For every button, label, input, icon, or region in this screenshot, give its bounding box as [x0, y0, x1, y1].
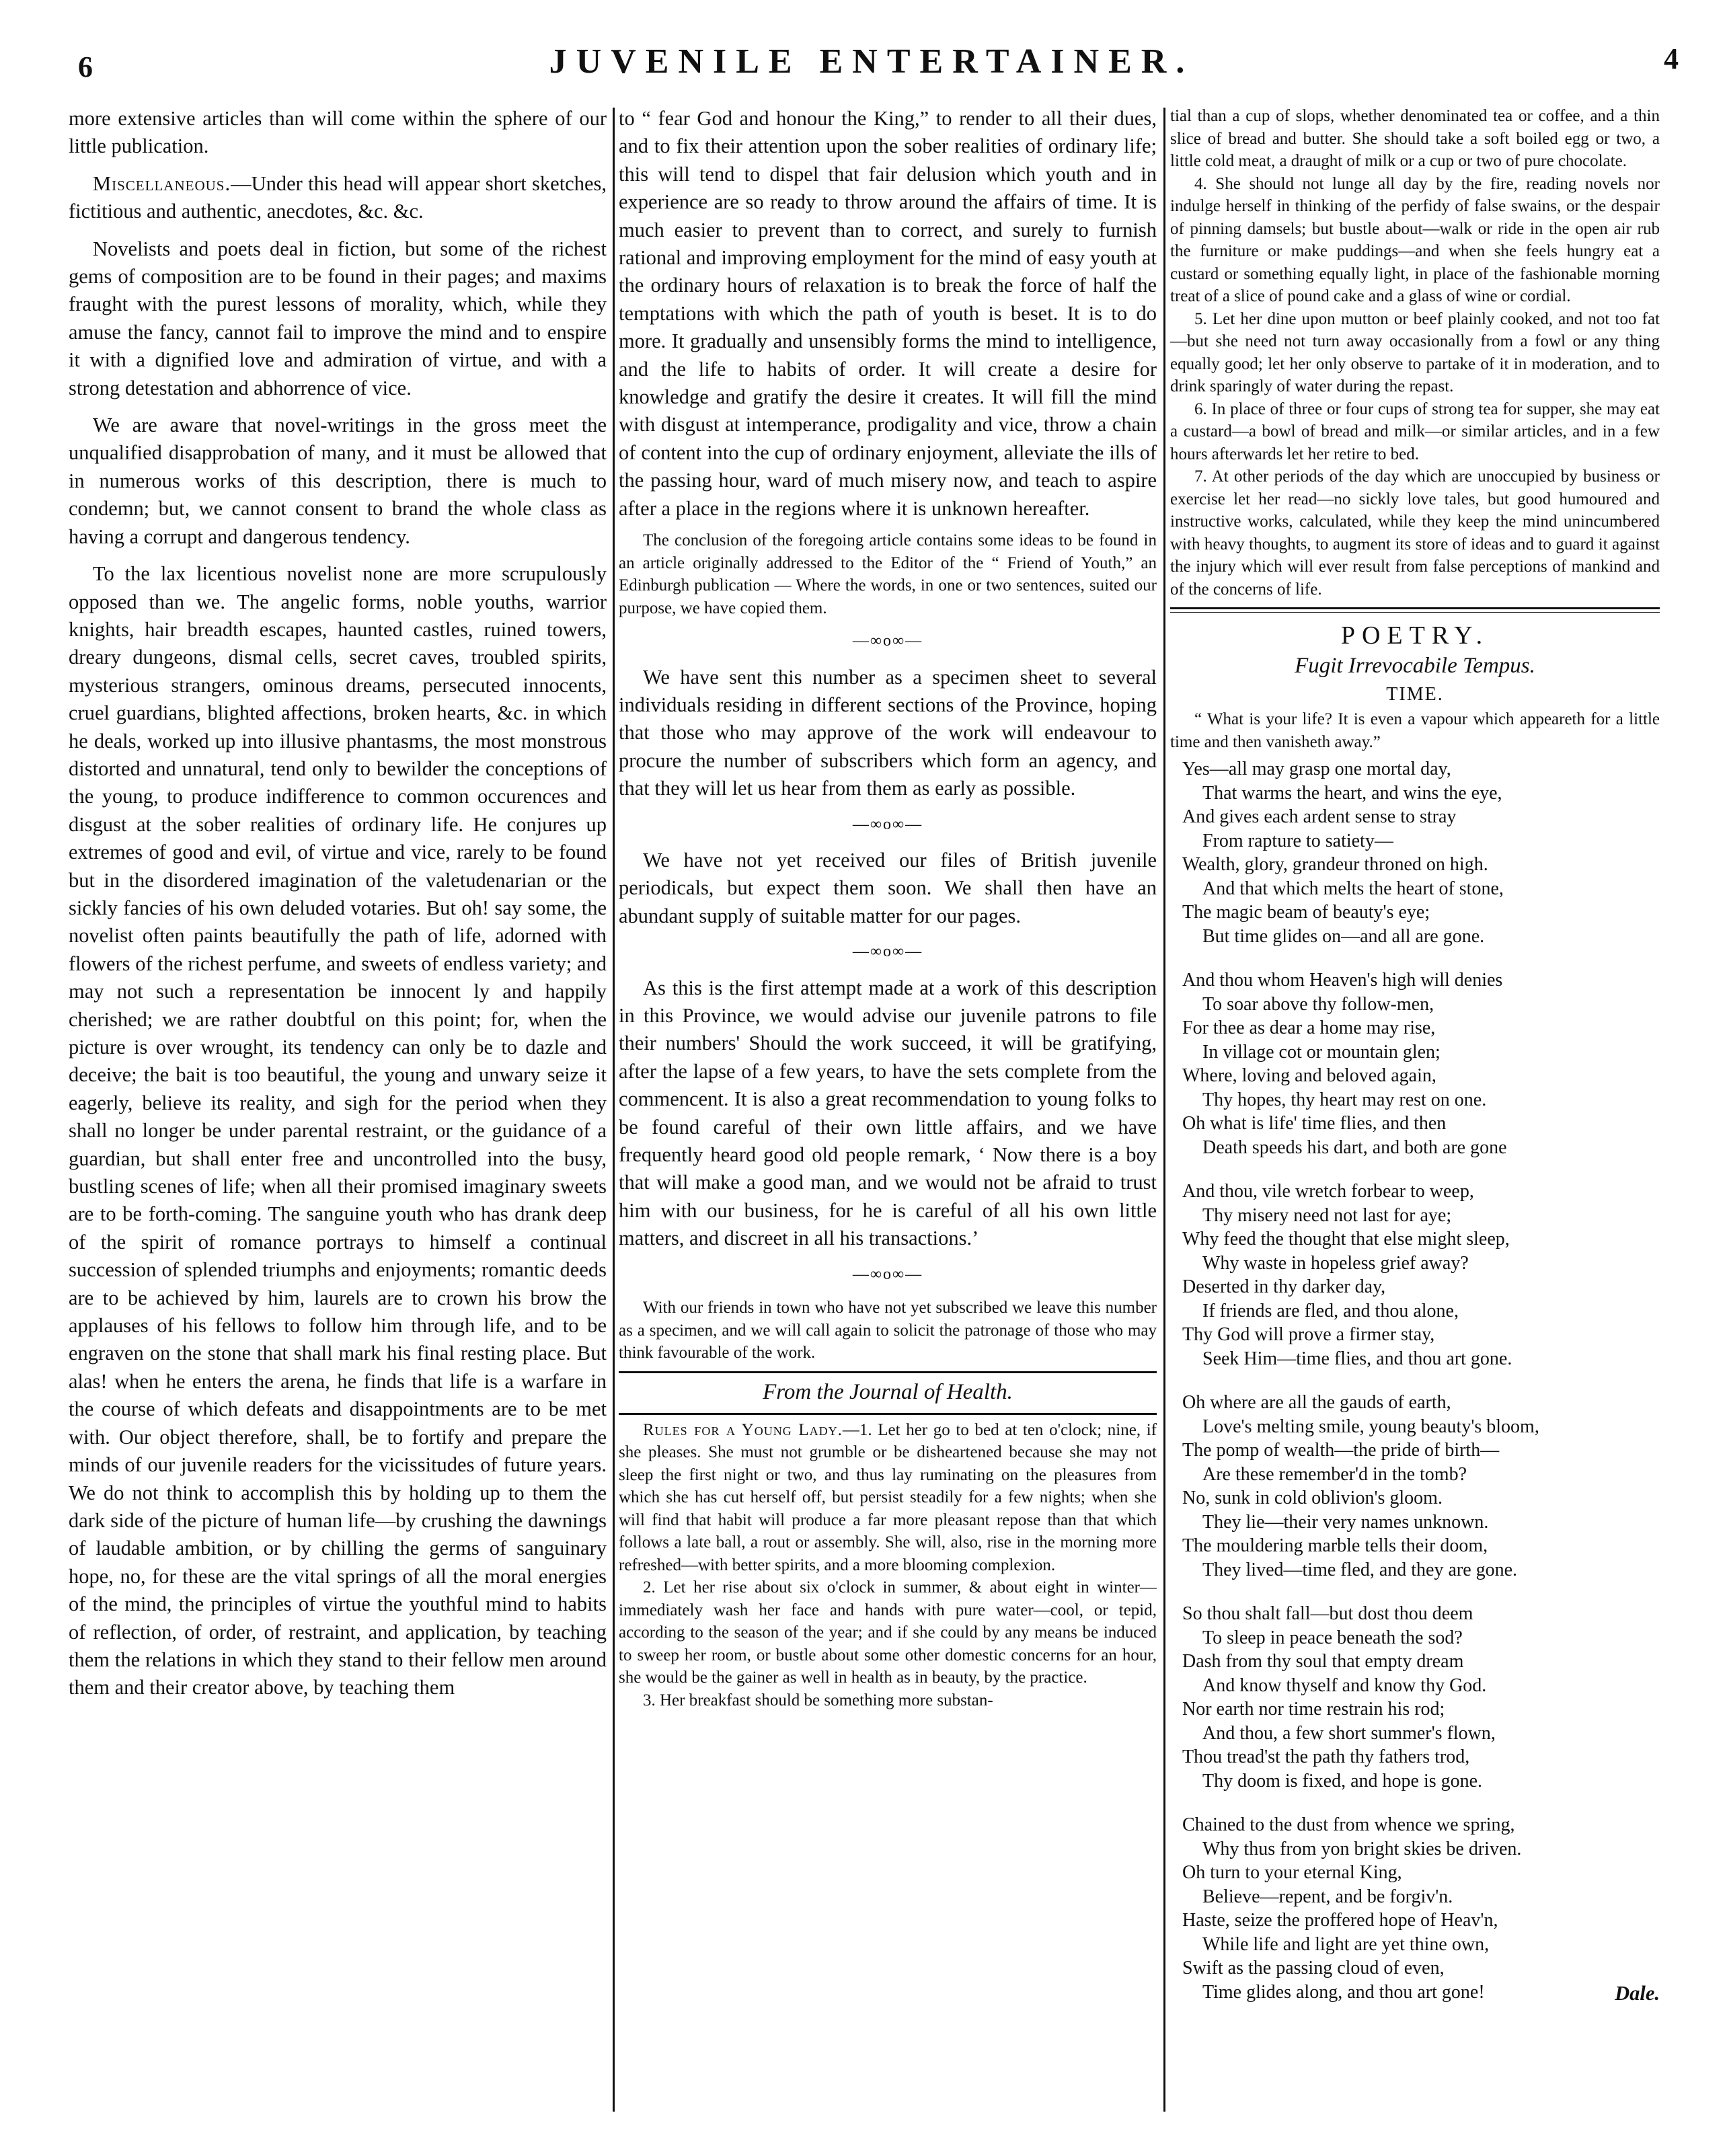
- verse-line: Oh where are all the gauds of earth,: [1182, 1392, 1451, 1414]
- paragraph: 7. At other periods of the day which are unoccupied by business or exercise let her read—no sickly love tales, but good humoured and instructive works, calculated, while they keep the mind unincumbered with heavy thoughts, to augment its store of ideas and to guard it against the injury which will ever result from false perceptions of mankind and of the concerns of life.: [1170, 467, 1660, 599]
- verse-line: They lie—their very names unknown.: [1202, 1511, 1489, 1533]
- column-1: [69, 105, 607, 2116]
- paragraph: 3. Her breakfast should be something more substan-: [643, 1691, 993, 1709]
- section-rule: [619, 1413, 1157, 1415]
- verse-line: Why waste in hopeless grief away?: [1202, 1252, 1469, 1274]
- verse-line: Believe—repent, and be forgiv'n.: [1202, 1886, 1453, 1907]
- verse-line: Dash from thy soul that empty dream: [1182, 1651, 1464, 1672]
- paragraph-text: —1. Let her go to bed at ten o'clock; nine, if she pleases. She must not grumble or be disheartened because she may not sleep the first night or two, and thus lay ruminating on the pleasures from which she has cut herself off, but persist steadily for a few nights; when she will find that habit will produce a far more pleasant repose than that which follows a late ball, a rout or assembly. She will, also, rise in the morning more refreshed—with better spirits, and a more blooming complexion.: [619, 1420, 1157, 1574]
- verse-line: The magic beam of beauty's eye;: [1182, 902, 1430, 923]
- verse-line: Where, loving and beloved again,: [1182, 1065, 1436, 1087]
- verse-line: Are these remember'd in the tomb?: [1202, 1463, 1467, 1485]
- column-divider-1: [613, 108, 615, 2112]
- verse-line: Haste, seize the proffered hope of Heav'n,: [1182, 1910, 1498, 1931]
- verse-line: Thy hopes, thy heart may rest on one.: [1202, 1089, 1487, 1110]
- page-number-right: 4: [1664, 42, 1679, 75]
- paragraph: To the lax licentious novelist none are more scrupulously opposed than we. The angelic forms, noble youths, warrior knights, hair breadth escapes, haunted castles, ruined towers, dreary dungeons, dismal cells, secret caves, troubled spirits, mysterious strangers, ominous dreams, persecuted innocents, cruel guardians, blighted affections, broken hearts, &c. in which he deals, worked up into illusive phantasms, the most monstrous distorted and unnatural, tend only to bewilder the conceptions of the young, to produce indifference to common occurences and disgust at the sober realities of ordinary life. He conjures up extremes of good and evil, of virtue and vice, rarely to be found but in the disordered imagination of the valetudenarian or the sickly fancies of his own deluded votaries. But oh! say some, the novelist often paints beautifully the path of life, adorned with flowers of the richest perfume, and sweets of endless variety; and may not such a representation be innocent ly and happily cherished; we are rather doubtful on this point; for, when the picture is over wrought, its tendency can only be to dazle and deceive; the bait is too beautiful, the young and unwary seize it eagerly, believe its reality, and sigh for the period when they shall no longer be under parental restraint, or the guidance of a guardian, but shall enter free and uncontrolled into the busy, bustling scenes of life; when all their promised imaginary sweets are to be forth-coming. The sanguine youth who has drank deep of the spirit of romance portrays to himself a continual succession of splended triumphs and enjoyments; romantic deeds are to be achieved by him, laurels are to crown his brow the applauses of his fellows to follow him through life, and to be engraven on the stone that shall mark his final resting place. But alas! when he enters the arena, he finds that life is a warfare in the course of which defeats and disappointments are to be met with. Our object therefore, shall, be to fortify and prepare the minds of our juvenile readers for the vicissitudes of future years. We do not think to accomplish this by holding up to them the dark side of the picture of human life—by crushing the dawnings of laudable ambition, or by chilling the germs of sanguinary hope, no, for these are the vital springs of all the moral energies of the mind, the principles of virtue the youthful mind to habits of reflection, of order, of restraint, and application, by teaching them the relations in which they stand to their fellow men around them and their creator above, by teaching them: [69, 562, 607, 1699]
- verse-line: That warms the heart, and wins the eye,: [1202, 782, 1502, 804]
- verse-line: Chained to the dust from whence we spring,: [1182, 1814, 1515, 1836]
- paragraph: We have sent this number as a specimen sheet to several individuals residing in different sections of the Province, hoping that those who may approve of the work will endeavour to procure the number of subscribers which form an agency, and that they will let us hear from them as early as possible.: [619, 665, 1157, 800]
- verse-line: Why thus from yon bright skies be driven.: [1202, 1838, 1522, 1859]
- verse-line: Thy doom is fixed, and hope is gone.: [1202, 1770, 1483, 1792]
- verse-line: Thy misery need not last for aye;: [1202, 1204, 1452, 1226]
- paragraph: 6. In place of three or four cups of strong tea for supper, she may eat a custard—a bowl of bread and milk—or similar articles, and in a few hours afterwards let her retire to bed.: [1170, 399, 1660, 463]
- section-lead: Miscellaneous.: [93, 171, 231, 195]
- stanza: [1170, 757, 1660, 948]
- verse-line: Thy God will prove a firmer stay,: [1182, 1324, 1435, 1346]
- verse-line: And gives each ardent sense to stray: [1182, 806, 1457, 828]
- verse-line: And that which melts the heart of stone,: [1202, 878, 1504, 899]
- page-header: [65, 38, 1679, 98]
- paragraph: [619, 1419, 1157, 1577]
- stanza: [1170, 1391, 1660, 1582]
- paragraph: We are aware that novel-writings in the gross meet the unqualified disapprobation of many, and it must be allowed that in numerous works of this description, there is much to condemn; but, we cannot consent to brand the whole class as having a corrupt and dangerous tendency.: [69, 414, 607, 548]
- verse-line: Why feed the thought that else might sleep,: [1182, 1229, 1510, 1250]
- verse-line: And thou whom Heaven's high will denies: [1182, 970, 1503, 991]
- poem-subtitle: TIME.: [1386, 683, 1444, 705]
- paragraph: tial than a cup of slops, whether denominated tea or coffee, and a thin slice of bread and butter. She should take a soft boiled egg or two, a little cold meat, a draught of milk or a cup or two of pure chocolate.: [1170, 107, 1660, 170]
- verse-line: Swift as the passing cloud of even,: [1182, 1958, 1445, 1979]
- verse-line: To sleep in peace beneath the sod?: [1202, 1627, 1463, 1648]
- verse-line: No, sunk in cold oblivion's gloom.: [1182, 1488, 1443, 1509]
- paragraph: 2. Let her rise about six o'clock in summer, & about eight in winter—immediately wash her face and hands with pure water—cool, or tepid, according to the season of the year; and if she could by any means be induced to sweep her room, or bustle about some other domestic concerns for an hour, she would be the gainer as well in health as in beauty, by the practice.: [619, 1578, 1157, 1687]
- ornament-separator: —∞o∞—: [852, 943, 923, 961]
- ornament-separator: —∞o∞—: [852, 815, 923, 833]
- verse-line: If friends are fled, and thou alone,: [1202, 1300, 1459, 1321]
- verse-line: Oh what is life' time flies, and then: [1182, 1113, 1447, 1134]
- column-divider-2: [1163, 108, 1165, 2112]
- verse-line: Oh turn to your eternal King,: [1182, 1862, 1402, 1884]
- paragraph: With our friends in town who have not yet subscribed we leave this number as a specimen, and we will call again to solicit the patronage of those who may think favourable of the work.: [619, 1299, 1157, 1362]
- column-3: [1170, 105, 1660, 2116]
- poem-title: Fugit Irrevocabile Tempus.: [1295, 654, 1535, 679]
- verse-line: And know thyself and know thy God.: [1202, 1674, 1487, 1696]
- verse-line: In village cot or mountain glen;: [1202, 1041, 1441, 1063]
- stanza: [1170, 1602, 1660, 1793]
- poem-epigraph: “ What is your life? It is even a vapour which appeareth for a little time and then vanisheth away.”: [1170, 710, 1660, 751]
- verse-line: Wealth, glory, grandeur throned on high.: [1182, 854, 1488, 876]
- paragraph: more extensive articles than will come within the sphere of our little publication.: [69, 107, 607, 158]
- section-title: From the Journal of Health.: [763, 1379, 1013, 1404]
- verse-line: The mouldering marble tells their doom,: [1182, 1535, 1488, 1557]
- paragraph: to “ fear God and honour the King,” to render to all their dues, and to fix their attention upon the sober realities of ordinary life; this will tend to dispel that fair delusion which youth and in experience are so ready to throw around the affairs of time. It is much easier to prevent than to correct, and surely to furnish rational and improving employment for the mind of easy youth at the ordinary hours of relaxation is to break the force of half the temptations with which the path of youth is beset. It is to do more. It gradually and unsensibly forms the mind to intelligence, and the life to habits of order. It will create a desire for knowledge and gratify the desire it creates. It will fill the mind with disgust at intemperance, prodigality and vice, throw a chain of content into the cup of ordinary enjoyment, alleviate the ills of the passing hour, ward of much misery now, and teach to aspire after a place in the regions where it is unknown hereafter.: [619, 107, 1157, 520]
- paragraph: 5. Let her dine upon mutton or beef plainly cooked, and not too fat—but she need not turn away occasionally from a fowl or any thing equally good; let her only observe to partake of it in moderation, and to drink sparingly of water during the repast.: [1170, 309, 1660, 395]
- verse-line: And thou, vile wretch forbear to weep,: [1182, 1181, 1474, 1202]
- column-2: [619, 105, 1157, 2116]
- verse-line: So thou shalt fall—but dost thou deem: [1182, 1603, 1473, 1625]
- verse-line: Yes—all may grasp one mortal day,: [1182, 759, 1451, 780]
- paragraph: Novelists and poets deal in fiction, but some of the richest gems of composition are to be found in their pages; and maxims fraught with the purest lessons of morality, which, while they amuse the fancy, cannot fail to improve the mind and to enspire it with a dignified love and admiration of virtue, and with a strong detestation and abhorrence of vice.: [69, 237, 607, 399]
- verse-line: They lived—time fled, and they are gone.: [1202, 1559, 1518, 1580]
- verse-line: For thee as dear a home may rise,: [1182, 1017, 1436, 1039]
- paragraph: As this is the first attempt made at a work of this description in this Province, we would advise our juvenile patrons to file their numbers' Should the work succeed, it will be gratifying, after the lapse of a few years, to have the sets complete from the commencent. It is also a great recommendation to young folks to be found careful of their own little affairs, and we have frequently heard good old people remark, ‘ Now there is a boy that will make a good man, and we would not be afraid to trust him with our business, for he is careful of all his own little matters, and discreet in all his transactions.’: [619, 976, 1157, 1250]
- paragraph: We have not yet received our files of British juvenile periodicals, but expect them soon. We shall then have an abundant supply of suitable matter for our pages.: [619, 848, 1157, 927]
- ornament-separator: —∞o∞—: [852, 1265, 923, 1283]
- verse-line: But time glides on—and all are gone.: [1202, 925, 1485, 947]
- verse-line: Seek Him—time flies, and thou art gone.: [1202, 1348, 1512, 1369]
- verse-line: Deserted in thy darker day,: [1182, 1276, 1386, 1298]
- stanza: [1170, 968, 1660, 1159]
- editorial-note: The conclusion of the foregoing article contains some ideas to be found in an article originally addressed to the Editor of the “ Friend of Youth,” an Edinburgh publication — Where the words, in one or two sentences, suited our purpose, we have copied them.: [619, 531, 1157, 617]
- masthead-title: JUVENILE ENTERTAINER.: [549, 42, 1194, 81]
- poem-author: Dale.: [1615, 1982, 1660, 2005]
- verse-line: Love's melting smile, young beauty's bloom,: [1202, 1416, 1539, 1437]
- stanza: [1170, 1180, 1660, 1371]
- verse-line: Thou tread'st the path thy fathers trod,: [1182, 1746, 1470, 1768]
- stanza: [1170, 1813, 1660, 2004]
- verse-line: Nor earth nor time restrain his rod;: [1182, 1699, 1445, 1720]
- double-rule: [1170, 607, 1660, 613]
- verse-line: To soar above thy follow-men,: [1202, 993, 1434, 1015]
- page-number-left: 6: [78, 50, 93, 83]
- verse-line: Death speeds his dart, and both are gone: [1202, 1137, 1507, 1158]
- poetry-heading: POETRY.: [1340, 621, 1490, 650]
- verse-line: From rapture to satiety—: [1202, 830, 1393, 851]
- verse-line: While life and light are yet thine own,: [1202, 1933, 1490, 1955]
- paragraph-text: —Under this head will appear short sketches, fictitious and authentic, anecdotes, &c. &c.: [69, 171, 607, 223]
- verse-line: The pomp of wealth—the pride of birth—: [1182, 1440, 1500, 1461]
- verse-line: And thou, a few short summer's flown,: [1202, 1722, 1496, 1744]
- section-rule: [619, 1371, 1157, 1373]
- section-lead: Rules for a Young Lady.: [643, 1420, 843, 1439]
- ornament-separator: —∞o∞—: [852, 632, 923, 650]
- paragraph: 4. She should not lunge all day by the fire, reading novels nor indulge herself in thinking of the perfidy of false swains, or the despair of pinning damsels; but bustle about—walk or ride in the open air rub the furniture or make puddings—and when she feels hungry eat a custard or something equally light, in place of the fashionable morning treat of a slice of pound cake and a glass of wine or cordial.: [1170, 174, 1660, 305]
- verse-line: Time glides along, and thou art gone!: [1202, 1981, 1485, 2003]
- paragraph: [69, 170, 607, 226]
